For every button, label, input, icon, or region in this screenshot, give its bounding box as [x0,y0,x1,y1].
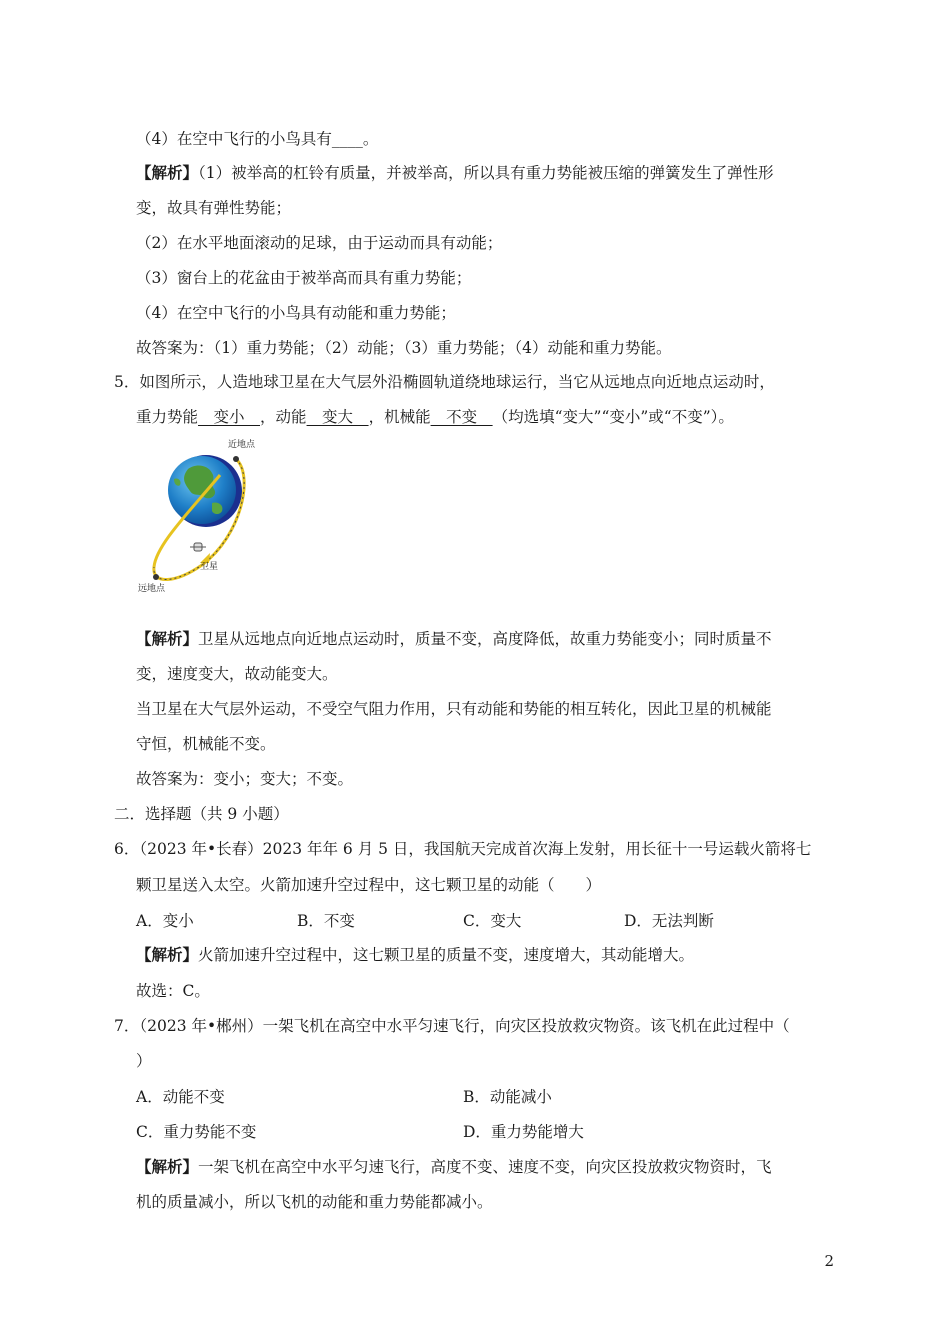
q5-answer: 故答案为：变小；变大；不变。 [136,770,354,788]
q4-analysis-line4: （4）在空中飞行的小鸟具有动能和重力势能； [136,304,456,322]
q5-text-c: ，机械能 [368,408,431,426]
q4-answer: 故答案为：（1）重力势能；（2）动能；（3）重力势能；（4）动能和重力势能。 [136,339,672,357]
q5-blank-2: 变大 [306,408,369,426]
q4-analysis-text: （1）被举高的杠铃有质量，并被举高，所以具有重力势能被压缩的弹簧发生了弹性形 [198,164,774,182]
q5-stem-line1: 5．如图所示，人造地球卫星在大气层外沿椭圆轨道绕地球运行，当它从远地点向近地点运动时， [114,373,775,391]
q6-stem-line1: 6．（2023 年•长春）2023 年年 6 月 5 日，我国航天完成首次海上发射，用长征十一号运载火箭将七 [114,840,812,858]
q7-analysis-line1b: 机的质量减小，所以飞机的动能和重力势能都减小。 [136,1193,493,1211]
q4-analysis-line1b: 变，故具有弹性势能； [136,199,292,217]
q7-option-b: B．动能减小 [463,1088,552,1106]
q5-text-d: （均选填“变大”“变小”或“不变”）。 [492,408,734,426]
q6-analysis-text: 火箭加速升空过程中，这七颗卫星的质量不变，速度增大，其动能增大。 [198,946,695,964]
q7-stem-line1: 7．（2023 年•郴州）一架飞机在高空中水平匀速飞行，向灾区投放救灾物资。该飞机在此过程中（ [114,1017,790,1035]
q5-analysis-line1b: 变，速度变大，故动能变大。 [136,665,338,683]
q7-option-c: C．重力势能不变 [136,1123,257,1141]
q7-option-a: A．动能不变 [136,1088,225,1106]
analysis-tag: 【解析】 [136,945,199,964]
q6-analysis [136,944,694,966]
q4-analysis-line2: （2）在水平地面滚动的足球，由于运动而具有动能； [136,234,503,252]
q6-answer: 故选：C。 [136,982,210,1000]
q4-analysis-line3: （3）窗台上的花盆由于被举高而具有重力势能； [136,269,472,287]
q7-analysis-text: 一架飞机在高空中水平匀速飞行，高度不变、速度不变，向灾区投放救灾物资时，飞 [198,1158,772,1176]
analysis-tag: 【解析】 [136,629,199,648]
q5-blank-1: 变小 [198,408,261,426]
q5-analysis-line2: 当卫星在大气层外运动，不受空气阻力作用，只有动能和势能的相互转化，因此卫星的机械能 [136,700,772,718]
page-number: 2 [824,1252,834,1270]
apogee-point [153,574,159,580]
q5-analysis-text: 卫星从远地点向近地点运动时，质量不变，高度降低，故重力势能变小；同时质量不 [198,630,772,648]
perigee-point [233,456,239,462]
section-heading: 二．选择题（共 9 小题） [114,805,289,823]
q5-blank-3: 不变 [430,408,493,426]
q6-option-c: C．变大 [463,912,522,930]
analysis-tag: 【解析】 [136,163,199,182]
q6-stem-line2: 颗卫星送入太空。火箭加速升空过程中，这七颗卫星的动能（ ） [136,876,602,894]
q5-text-a: 重力势能 [136,408,199,426]
q6-option-a: A．变小 [136,912,194,930]
analysis-tag: 【解析】 [136,1157,199,1176]
satellite-icon [190,543,206,551]
q5-text-b: ，动能 [260,408,307,426]
q4-analysis-line1 [136,162,774,184]
perigee-label: 近地点 [228,440,256,450]
q5-analysis-line1 [136,628,772,650]
q5-stem-line2 [136,406,734,428]
q5-analysis-line2b: 守恒，机械能不变。 [136,735,276,753]
q7-option-d: D．重力势能增大 [463,1123,584,1141]
q6-option-d: D．无法判断 [624,912,714,930]
satellite-label: 卫星 [200,562,219,572]
apogee-label: 远地点 [138,584,166,594]
satellite-orbit-figure [130,435,270,595]
q6-option-b: B．不变 [297,912,355,930]
q7-stem-line2: ） [136,1052,152,1070]
q7-analysis-line1 [136,1156,772,1178]
q4-item4: （4）在空中飞行的小鸟具有____。 [136,130,379,148]
